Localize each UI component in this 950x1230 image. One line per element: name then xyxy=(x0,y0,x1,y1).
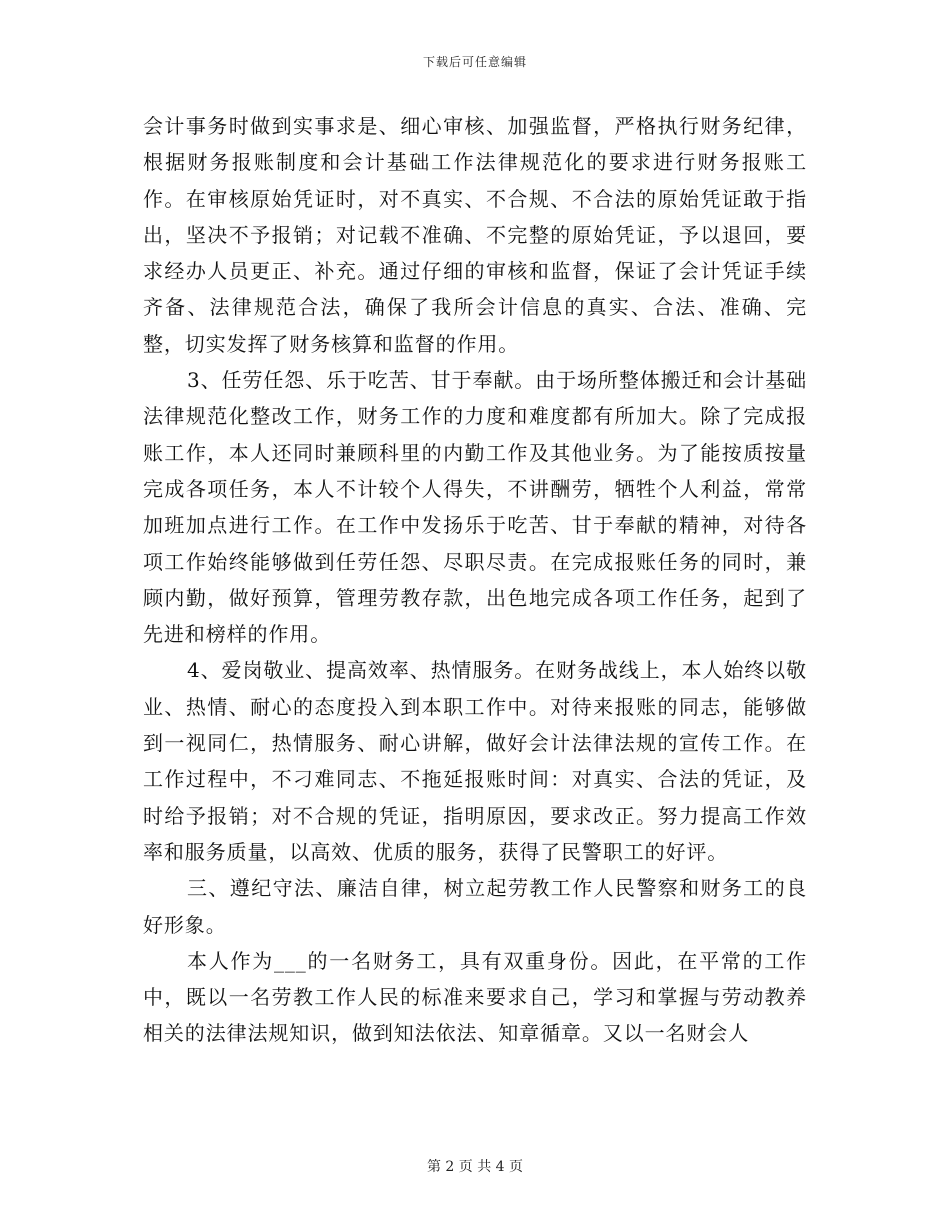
section-heading-3-discipline: 三、遵纪守法、廉洁自律，树立起劳教工作人民警察和财务工的良好形象。 xyxy=(143,876,807,937)
paragraph-dual-identity: 本人作为___的一名财务工，具有双重身份。因此，在平常的工作中，既以一名劳教工作人民的标准来要求自己，学习和掌握与劳动教养相关的法律法规知识，做到知法依法、知章循章。又以一名财会人 xyxy=(143,948,807,1046)
paragraph-audit-duties: 会计事务时做到实事求是、细心审核、加强监督，严格执行财务纪律，根据财务报账制度和会计基础工作法律规范化的要求进行财务报账工作。在审核原始凭证时，对不真实、不合规、不合法的原始凭证敢于指出，坚决不予报销；对记载不准确、不完整的原始凭证，予以退回，要求经办人员更正、补充。通过仔细的审核和监督，保证了会计凭证手续齐备、法律规范合法，确保了我所会计信息的真实、合法、准确、完整，切实发挥了财务核算和监督的作用。 xyxy=(143,114,807,356)
paragraph-item-4-dedication: 4、爱岗敬业、提高效率、热情服务。在财务战线上，本人始终以敬业、热情、耐心的态度投入到本职工作中。对待来报账的同志，能够做到一视同仁，热情服务、耐心讲解，做好会计法律法规的宣传工作。在工作过程中，不刁难同志、不拖延报账时间：对真实、合法的凭证，及时给予报销；对不合规的凭证，指明原因，要求改正。努力提高工作效率和服务质量，以高效、优质的服务，获得了民警职工的好评。 xyxy=(143,658,807,864)
document-body xyxy=(143,108,807,1052)
page-header: 下载后可任意编辑 xyxy=(422,55,527,69)
paragraph-item-3-diligence: 3、任劳任怨、乐于吃苦、甘于奉献。由于场所整体搬迁和会计基础法律规范化整改工作，财务工作的力度和难度都有所加大。除了完成报账工作，本人还同时兼顾科里的内勤工作及其他业务。为了能按质按量完成各项任务，本人不计较个人得失，不讲酬劳，牺牲个人利益，常常加班加点进行工作。在工作中发扬乐于吃苦、甘于奉献的精神，对待各项工作始终能够做到任劳任怨、尽职尽责。在完成报账任务的同时，兼顾内勤，做好预算，管理劳教存款，出色地完成各项工作任务，起到了先进和榜样的作用。 xyxy=(143,368,807,647)
page-number-footer: 第 2 页 共 4 页 xyxy=(426,1159,524,1175)
